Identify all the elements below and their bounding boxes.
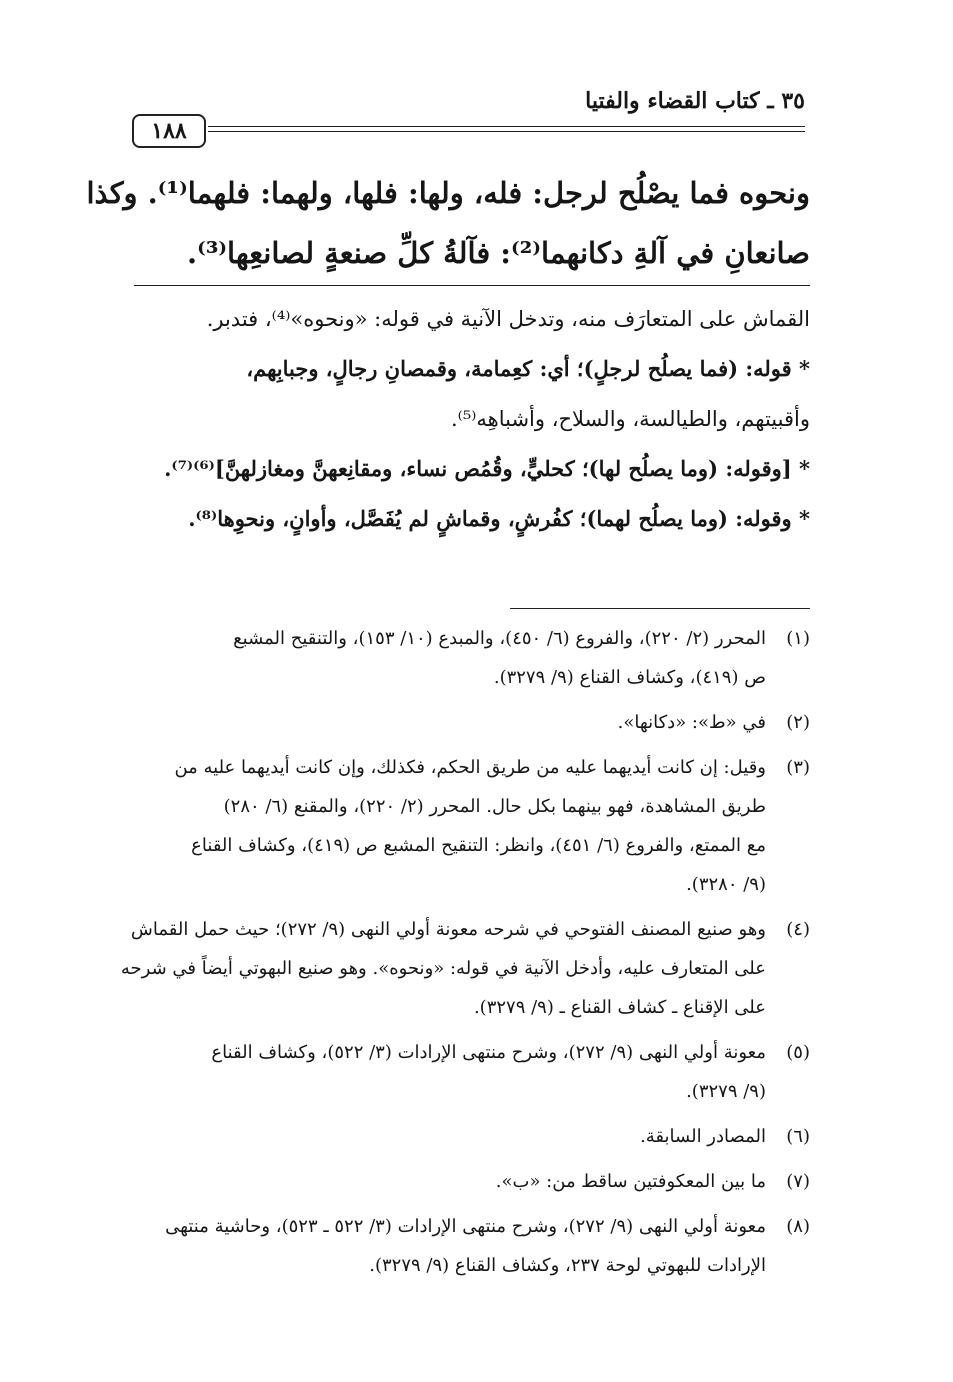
commentary-line: القماش على المتعارَف منه، وتدخل الآنية في قوله: «ونحوه»⁽⁴⁾، فتدبر. [206, 307, 810, 331]
footnote-line: معونة أولي النهى (٩/ ٢٧٢)، وشرح منتهى الإرادات (٣/ ٥٢٢ ـ ٥٢٣)، وحاشية منتهى [165, 1216, 766, 1237]
footnote-line: المصادر السابقة. [640, 1126, 766, 1147]
footnote-item [134, 1162, 810, 1201]
commentary-line: وأقبيتهم، والطيالسة، والسلاح، وأشباهِه⁽⁵⁾. [450, 407, 810, 431]
footnote-item [134, 619, 810, 697]
footnote-item [134, 1207, 810, 1285]
footnote-item [134, 1033, 810, 1111]
footnote-line: ص (٤١٩)، وكشاف القناع (٩/ ٣٢٧٩). [493, 667, 766, 688]
footnote-number: (١) [786, 628, 810, 649]
footnote-line: مع الممتع، والفروع (٦/ ٤٥١)، وانظر: التنقيح المشبع ص (٤١٩)، وكشاف القناع [191, 835, 766, 856]
footnote-number: (٤) [786, 919, 810, 940]
footnote-number: (٥) [786, 1042, 810, 1063]
footnote-line: المحرر (٢/ ٢٢٠)، والفروع (٦/ ٤٥٠)، والمبدع (١٠/ ١٥٣)، والتنقيح المشبع [233, 628, 766, 649]
footnotes-list [120, 619, 810, 1291]
footnote-number: (٨) [786, 1216, 810, 1237]
header-rule-top [208, 126, 805, 127]
commentary-line: * [وقوله: (وما يصلُح لها)؛ كحليٍّ، وقُمُص نساء، ومقانِعهنَّ ومغازلهنَّ]⁽⁶⁾⁽⁷⁾. [164, 456, 810, 481]
footnote-number: (٣) [786, 757, 810, 778]
footnote-line: في «ط»: «دكانها». [617, 712, 766, 733]
footnote-line: على الإقناع ـ كشاف القناع ـ (٩/ ٣٢٧٩). [473, 997, 766, 1018]
footnote-line: ما بين المعكوفتين ساقط من: «ب». [495, 1171, 766, 1192]
footnote-item [134, 703, 810, 742]
main-text-block [86, 163, 810, 283]
commentary-block [134, 294, 810, 544]
footnote-line: (٩/ ٣٢٨٠). [686, 874, 766, 895]
footnote-line: وهو صنيع المصنف الفتوحي في شرحه معونة أولي النهى (٩/ ٢٧٢)؛ حيث حمل القماش [130, 919, 766, 940]
footnote-line: طريق المشاهدة، فهو بينهما بكل حال. المحرر (٢/ ٢٢٠)، والمقنع (٦/ ٢٨٠) [223, 796, 766, 817]
page-number-badge: ١٨٨ [132, 114, 206, 148]
main-text-separator [134, 285, 810, 286]
footnote-number: (٧) [786, 1171, 810, 1192]
header-rule-bottom [208, 131, 805, 132]
footnote-number: (٢) [786, 712, 810, 733]
main-text-line: صانعانِ في آلةِ دكانهما⁽²⁾: فآلةُ كلِّ صنعةٍ لصانعِها⁽³⁾. [186, 236, 810, 270]
commentary-line: * قوله: (فما يصلُح لرجلٍ)؛ أي: كعِمامة، وقمصانِ رجالٍ، وجبابِهم، [246, 356, 810, 381]
footnote-line: وقيل: إن كانت أيديهما عليه من طريق الحكم، فكذلك، وإن كانت أيديهما عليه من [174, 757, 766, 778]
footnote-item [120, 910, 810, 1027]
footnote-line: الإرادات للبهوتي لوحة ٢٣٧، وكشاف القناع (٩/ ٣٢٧٩). [369, 1255, 766, 1276]
commentary-line: * وقوله: (وما يصلُح لهما)؛ كفُرشٍ، وقماشٍ لم يُفَصَّل، وأوانٍ، ونحوِها⁽⁸⁾. [188, 506, 810, 531]
main-text-line: ونحوه فما يصْلُح لرجل: فله، ولها: فلها، ولهما: فلهما⁽¹⁾. وكذا [86, 176, 810, 210]
footnote-item [134, 1117, 810, 1156]
footnote-number: (٦) [786, 1126, 810, 1147]
running-header: ٣٥ ـ كتاب القضاء والفتيا [585, 88, 805, 114]
footnote-line: معونة أولي النهى (٩/ ٢٧٢)، وشرح منتهى الإرادات (٣/ ٥٢٢)، وكشاف القناع [211, 1042, 766, 1063]
footnote-item [134, 748, 810, 904]
footnote-separator [510, 608, 810, 609]
footnote-line: على المتعارف عليه، وأدخل الآنية في قوله: «ونحوه». وهو صنيع البهوتي أيضاً في شرحه [120, 958, 766, 979]
footnote-line: (٩/ ٣٢٧٩). [686, 1081, 766, 1102]
